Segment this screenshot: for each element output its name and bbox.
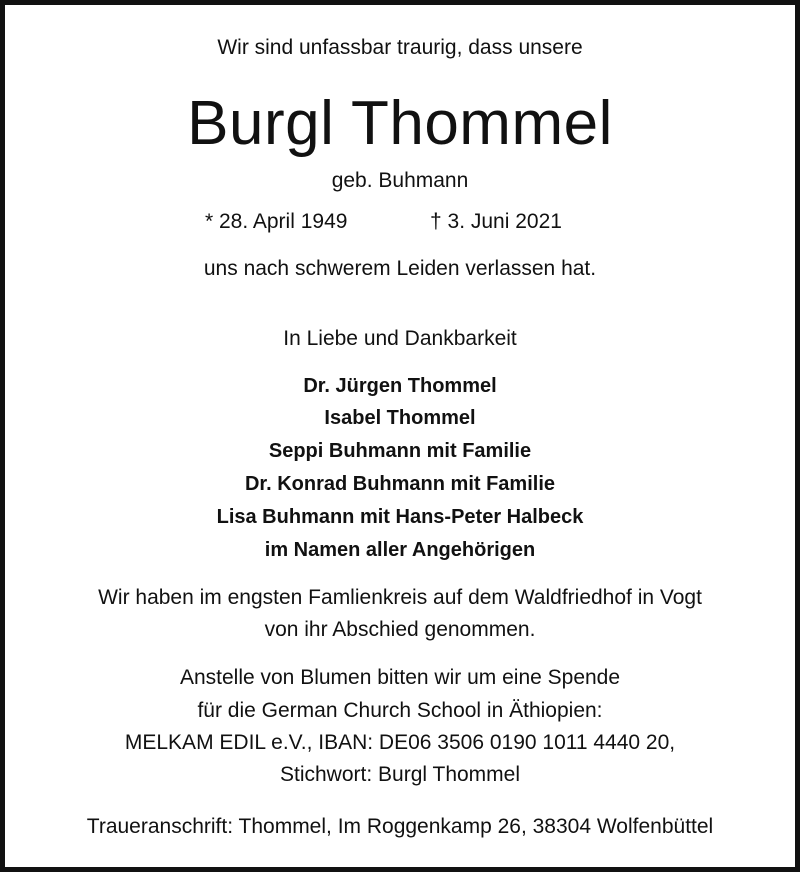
- greeting-text: In Liebe und Dankbarkeit: [283, 327, 517, 350]
- deceased-name: Burgl Thommel: [187, 89, 613, 158]
- intro-text: Wir sind unfassbar traurig, dass unsere: [217, 36, 583, 59]
- mourner-name: Dr. Jürgen Thommel: [303, 375, 497, 397]
- mourner-name: Dr. Konrad Buhmann mit Familie: [244, 473, 556, 495]
- donation-text: Anstelle von Blumen bitten wir um eine Spende: [179, 666, 621, 689]
- donation-text: für die German Church School in Äthiopien:: [197, 699, 603, 722]
- mourner-name: Isabel Thommel: [324, 407, 476, 429]
- mourner-name: im Namen aller Angehörigen: [264, 539, 536, 561]
- intro-end-text: uns nach schwerem Leiden verlassen hat.: [203, 257, 597, 280]
- death-date: † 3. Juni 2021: [430, 210, 562, 233]
- mourner-name: Lisa Buhmann mit Hans-Peter Halbeck: [216, 506, 584, 528]
- farewell-text: Wir haben im engsten Famlienkreis auf dem Waldfriedhof in Vogt: [98, 586, 702, 609]
- birth-date: * 28. April 1949: [205, 210, 348, 233]
- donation-text: MELKAM EDIL e.V., IBAN: DE06 3506 0190 1011 4440 20,: [124, 731, 676, 754]
- donation-text: Stichwort: Burgl Thommel: [279, 763, 521, 786]
- mourning-address: Traueranschrift: Thommel, Im Roggenkamp 26, 38304 Wolfenbüttel: [86, 815, 714, 838]
- maiden-name: geb. Buhmann: [331, 169, 469, 192]
- farewell-text: von ihr Abschied genommen.: [264, 618, 536, 641]
- mourner-name: Seppi Buhmann mit Familie: [268, 440, 532, 462]
